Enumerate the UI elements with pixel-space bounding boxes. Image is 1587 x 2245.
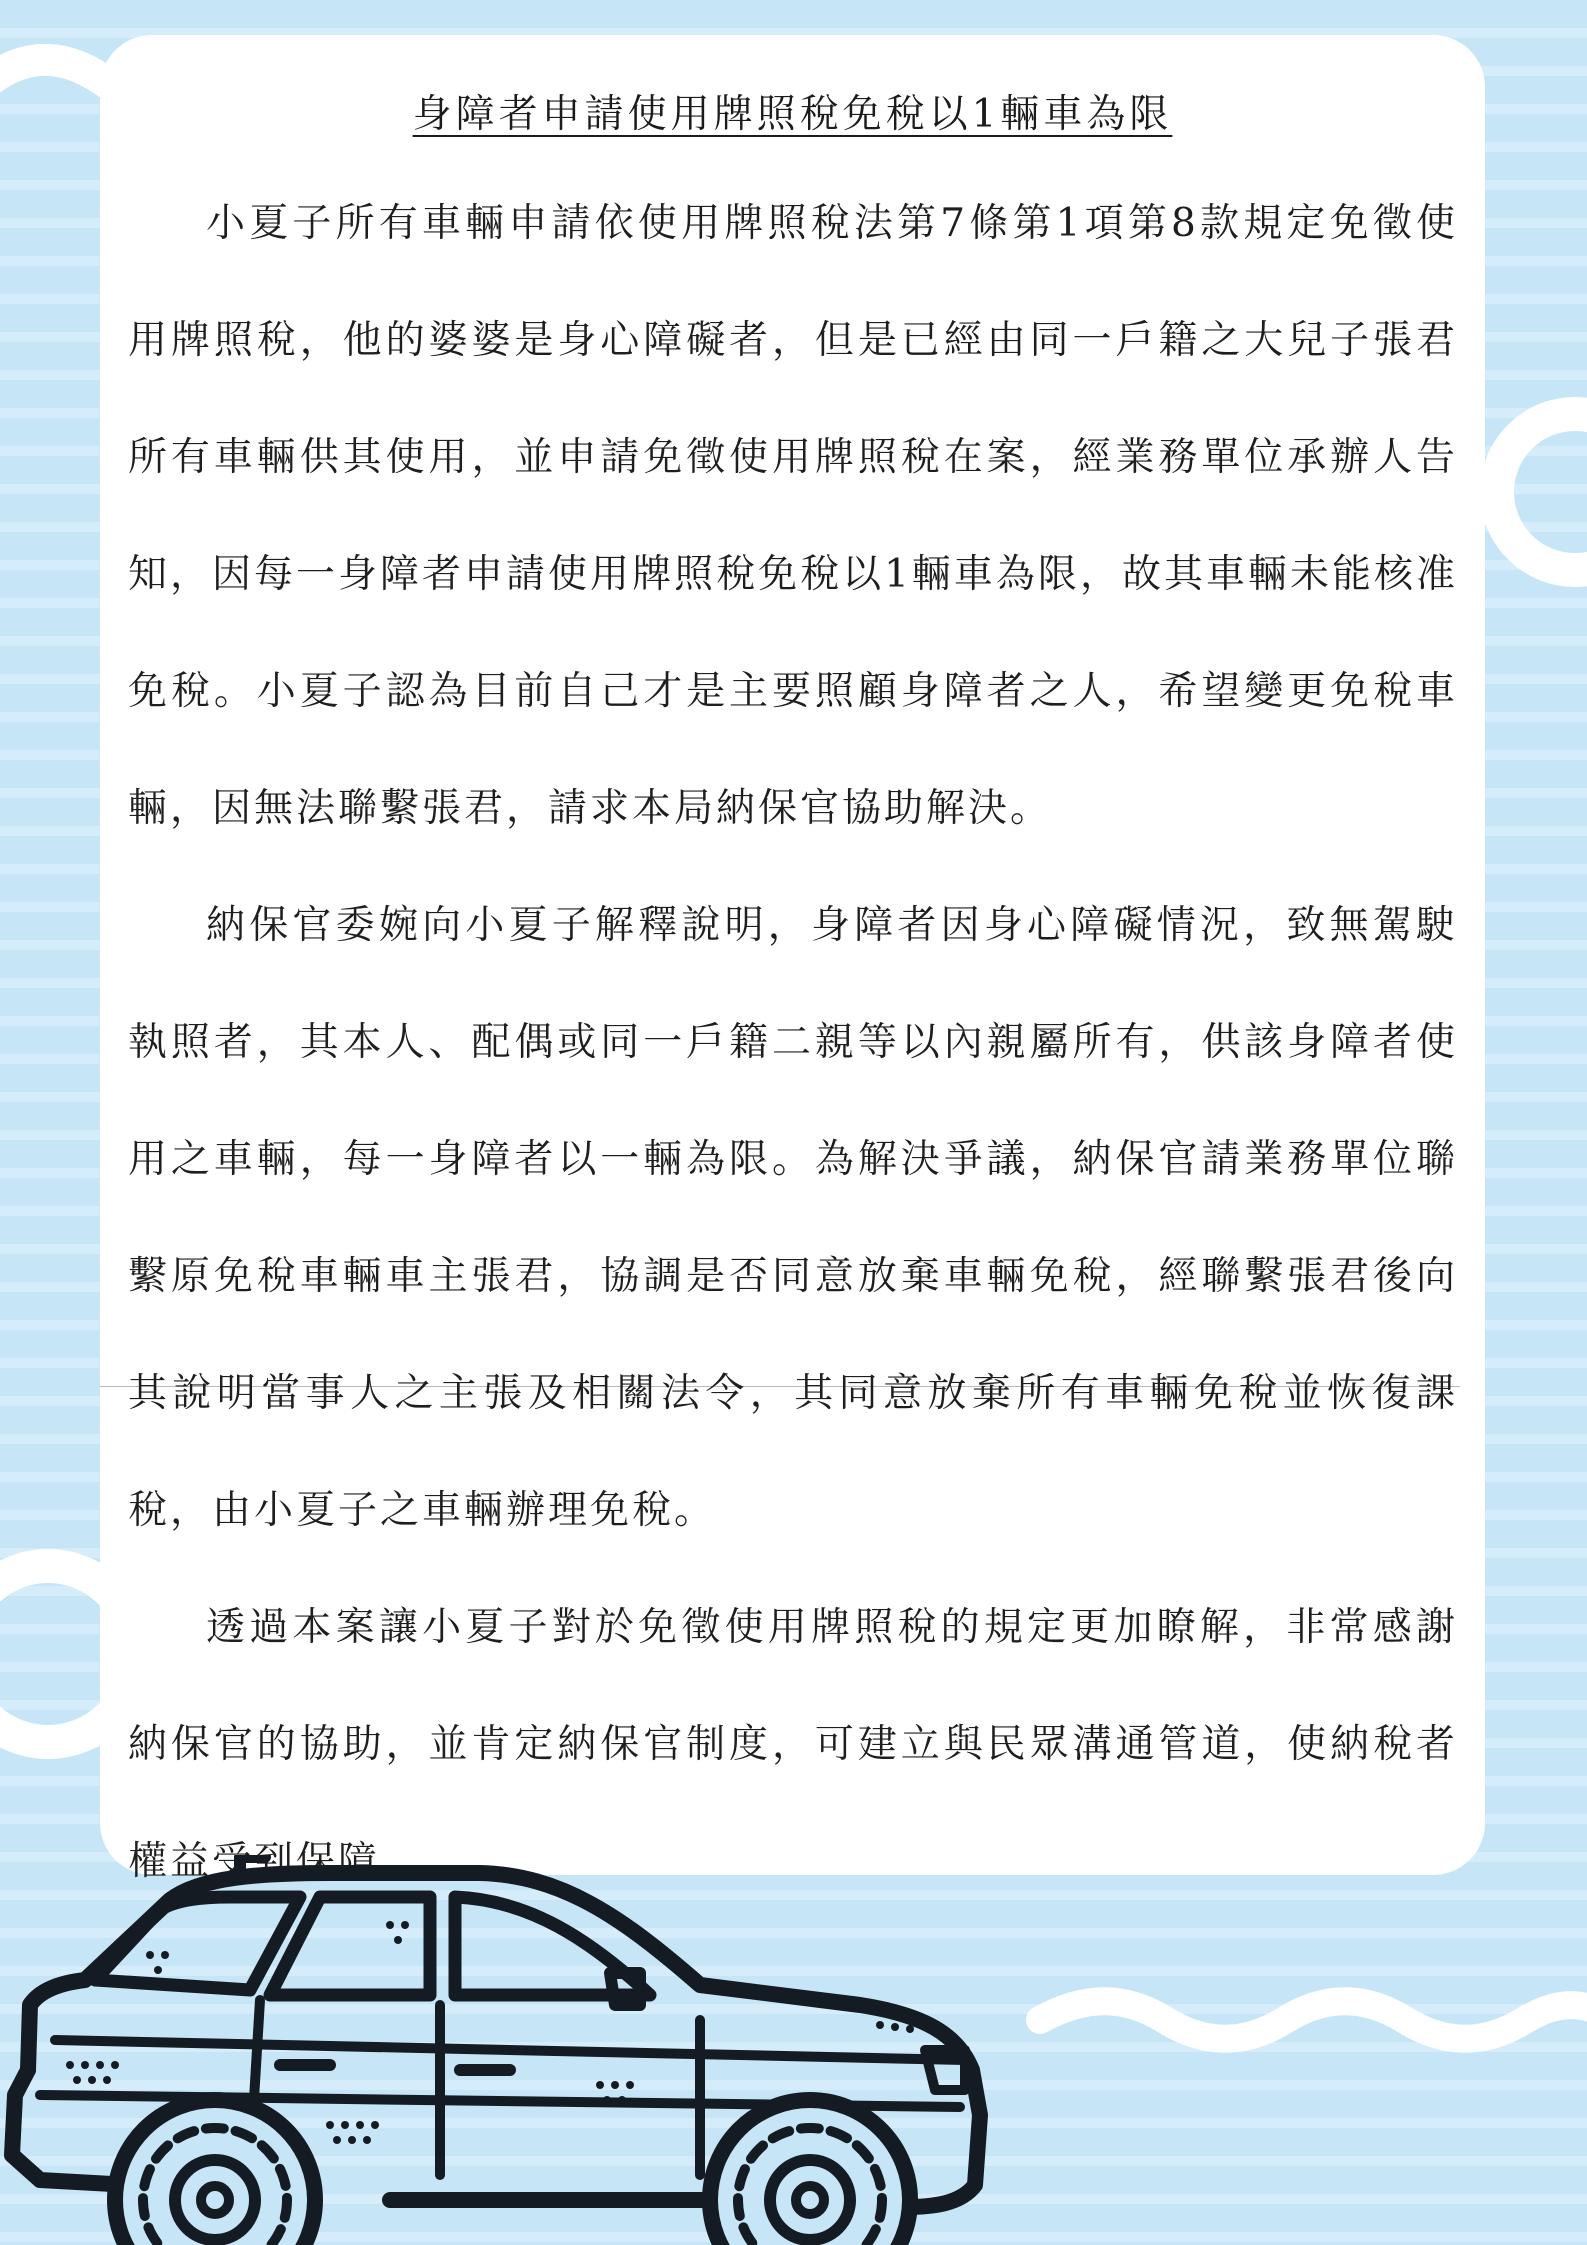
paragraph-1: 小夏子所有車輛申請依使用牌照稅法第7條第1項第8款規定免徵使用牌照稅，他的婆婆是身心障礙者，但是已經由同一戶籍之大兒子張君所有車輛供其使用，並申請免徵使用牌照稅在案，經業務單位承辦人告知，因每一身障者申請使用牌照稅免稅以1輛車為限，故其車輛未能核准免稅。小夏子認為目前自己才是主要照顧身障者之人，希望變更免稅車輛，因無法聯繫張君，請求本局納保官協助解決。 xyxy=(128,201,1458,831)
document-body xyxy=(128,165,1458,1920)
document-card xyxy=(100,35,1485,1884)
paragraph-2: 納保官委婉向小夏子解釋說明，身障者因身心障礙情況，致無駕駛執照者，其本人、配偶或同一戶籍二親等以內親屬所有，供該身障者使用之車輛，每一身障者以一輛為限。為解決爭議，納保官請業務單位聯繫原免稅車輛車主張君，協調是否同意放棄車輛免稅，經聯繫張君後向其說明當事人之主張及相關法令，其同意放棄所有車輛免稅並恢復課稅，由小夏子之車輛辦理免稅。 xyxy=(128,903,1458,1533)
paragraph-3: 透過本案讓小夏子對於免徵使用牌照稅的規定更加瞭解，非常感謝納保官的協助，並肯定納保官制度，可建立與民眾溝通管道，使納稅者權益受到保障。 xyxy=(128,1605,1458,1884)
sedan-car-icon xyxy=(0,1855,1000,2245)
document-title: 身障者申請使用牌照稅免稅以1輛車為限 xyxy=(412,92,1173,137)
